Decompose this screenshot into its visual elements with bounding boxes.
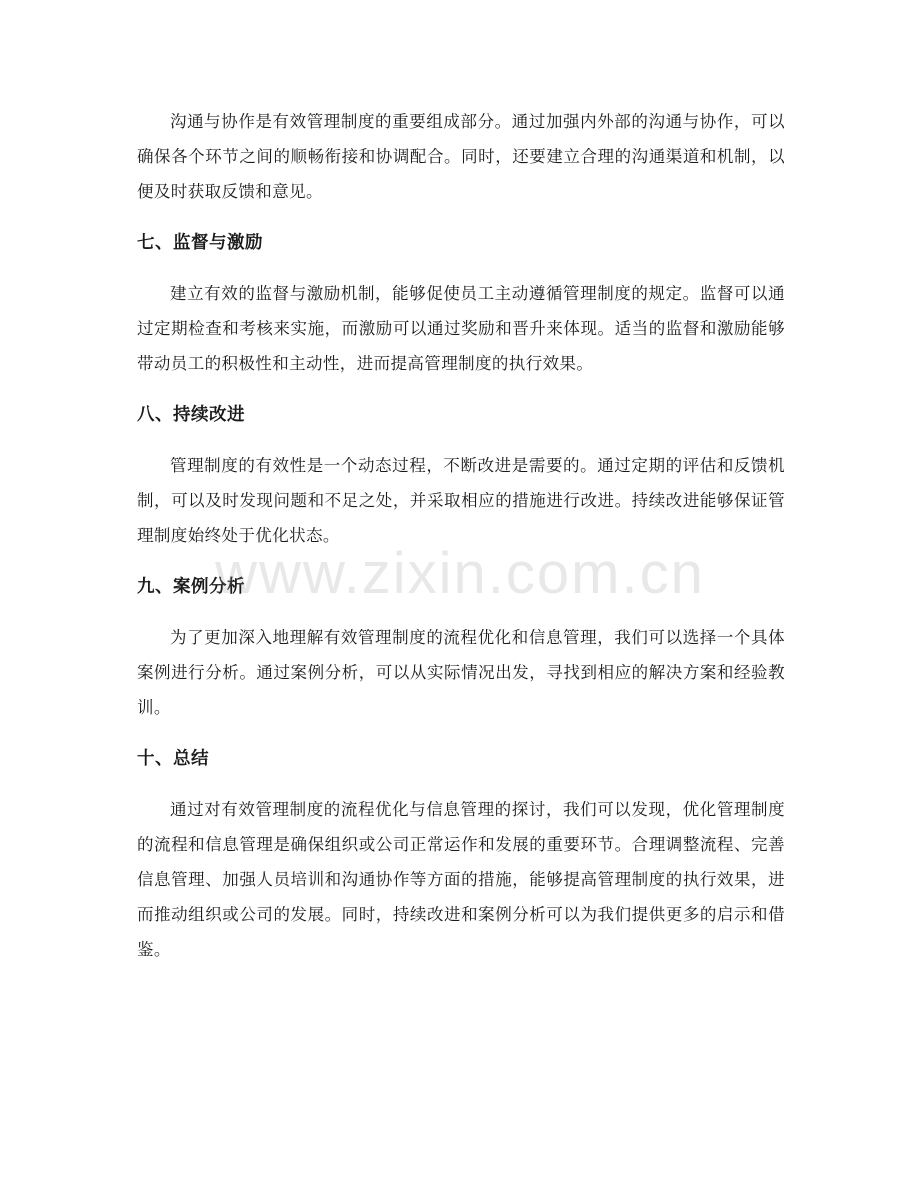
watermark-text: www.zixin.com.cn [215, 541, 705, 606]
paragraph-case-study: 为了更加深入地理解有效管理制度的流程优化和信息管理，我们可以选择一个具体案例进行分析。通过案例分析，可以从实际情况出发，寻找到相应的解决方案和经验教训。 [137, 628, 785, 717]
paragraph-improvement: 管理制度的有效性是一个动态过程，不断改进是需要的。通过定期的评估和反馈机制，可以及时发现问题和不足之处，并采取相应的措施进行改进。持续改进能够保证管理制度始终处于优化状态。 [137, 456, 785, 545]
paragraph-summary: 通过对有效管理制度的流程优化与信息管理的探讨，我们可以发现，优化管理制度的流程和信息管理是确保组织或公司正常运作和发展的重要环节。合理调整流程、完善信息管理、加强人员培训和沟通协作等方面的措施，能够提高管理制度的执行效果，进而推动组织或公司的发展。同时，持续改进和案例分析可以为我们提供更多的启示和借鉴。 [137, 800, 785, 959]
section-heading-case-study: 九、案例分析 [137, 577, 245, 597]
section-heading-summary: 十、总结 [137, 749, 209, 769]
section-heading-supervision: 七、监督与激励 [137, 233, 263, 253]
paragraph-supervision: 建立有效的监督与激励机制，能够促使员工主动遵循管理制度的规定。监督可以通过定期检查和考核来实施，而激励可以通过奖励和晋升来体现。适当的监督和激励能够带动员工的积极性和主动性，进而提高管理制度的执行效果。 [137, 284, 785, 373]
section-heading-improvement: 八、持续改进 [137, 405, 245, 425]
document-body [137, 104, 785, 967]
paragraph-communication: 沟通与协作是有效管理制度的重要组成部分。通过加强内外部的沟通与协作，可以确保各个环节之间的顺畅衔接和协调配合。同时，还要建立合理的沟通渠道和机制，以便及时获取反馈和意见。 [137, 112, 785, 201]
